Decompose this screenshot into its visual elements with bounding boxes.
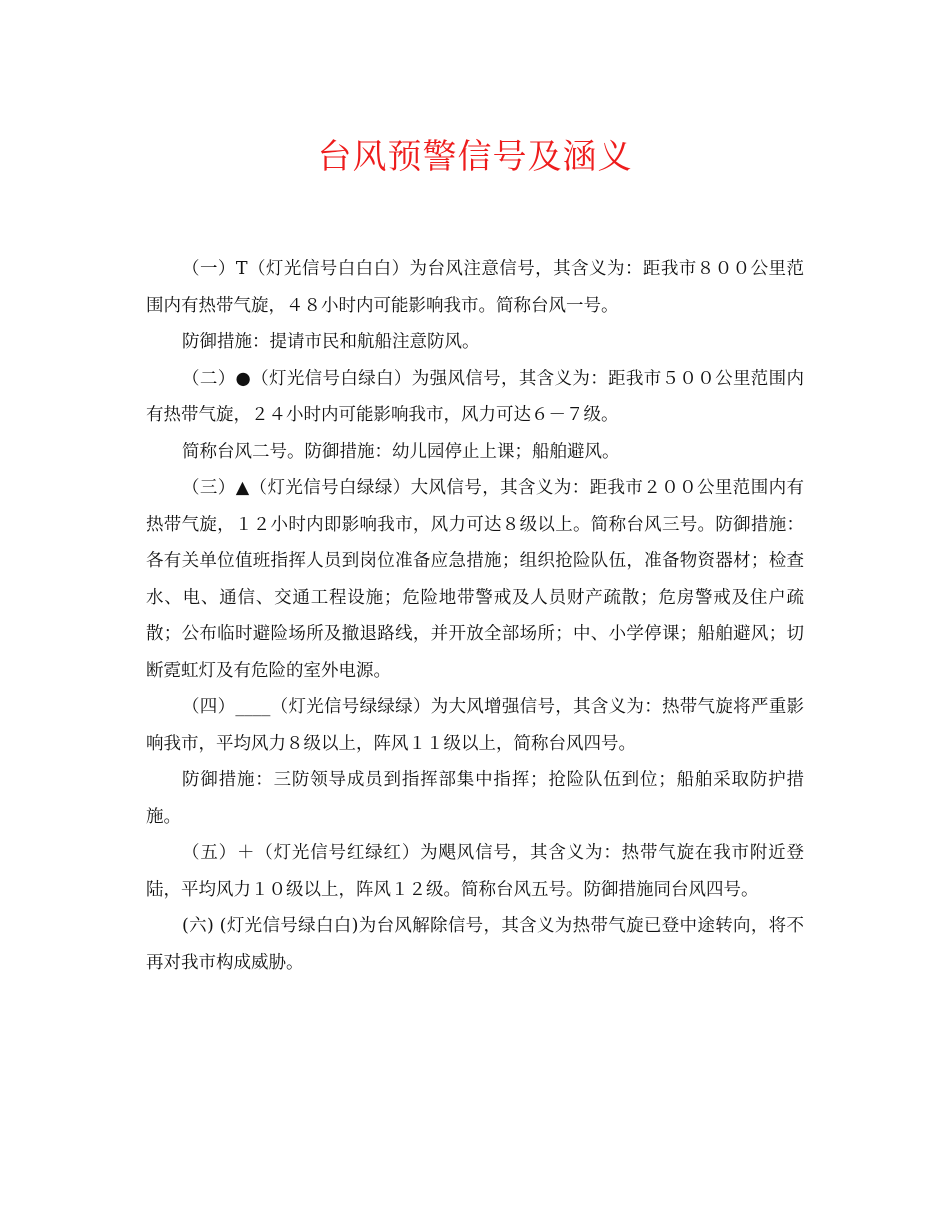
- paragraph-defense-1: 防御措施：提请市民和航船注意防风。: [182, 332, 480, 352]
- paragraph-signal-4: （四）____（灯光信号绿绿绿）为大风增强信号，其含义为：热带气旋将严重影响我市，平均风力８级以上，阵风１１级以上，简称台风四号。: [146, 697, 804, 754]
- document-title: 台风预警信号及涵义: [317, 137, 633, 177]
- paragraph-defense-4: 防御措施：三防领导成员到指挥部集中指挥；抢险队伍到位；船舶采取防护措施。: [146, 770, 804, 827]
- paragraph-signal-3: （三）▲（灯光信号白绿绿）大风信号，其含义为：距我市２００公里范围内有热带气旋，１２小时内即影响我市，风力可达８级以上。简称台风三号。防御措施：各有关单位值班指挥人员到岗位准备应急措施；组织抢险队伍，准备物资器材；检查水、电、通信、交通工程设施；危险地带警戒及人员财产疏散；危房警戒及住户疏散；公布临时避险场所及撤退路线，并开放全部场所；中、小学停课；船舶避风；切断霓虹灯及有危险的室外电源。: [146, 478, 804, 681]
- paragraph-signal-1: （一）T（灯光信号白白白）为台风注意信号，其含义为：距我市８００公里范围内有热带气旋，４８小时内可能影响我市。简称台风一号。: [146, 259, 804, 316]
- document-body: [146, 251, 804, 981]
- paragraph-signal-6: (六) (灯光信号绿白白)为台风解除信号，其含义为热带气旋已登中途转向，将不再对我市构成威胁。: [146, 916, 804, 973]
- paragraph-defense-2: 简称台风二号。防御措施：幼儿园停止上课；船舶避风。: [182, 441, 620, 462]
- paragraph-signal-5: （五）＋（灯光信号红绿红）为飓风信号，其含义为：热带气旋在我市附近登陆，平均风力１０级以上，阵风１２级。简称台风五号。防御措施同台风四号。: [146, 843, 804, 900]
- paragraph-signal-2: （二）●（灯光信号白绿白）为强风信号，其含义为：距我市５００公里范围内有热带气旋，２４小时内可能影响我市，风力可达６－７级。: [146, 368, 804, 425]
